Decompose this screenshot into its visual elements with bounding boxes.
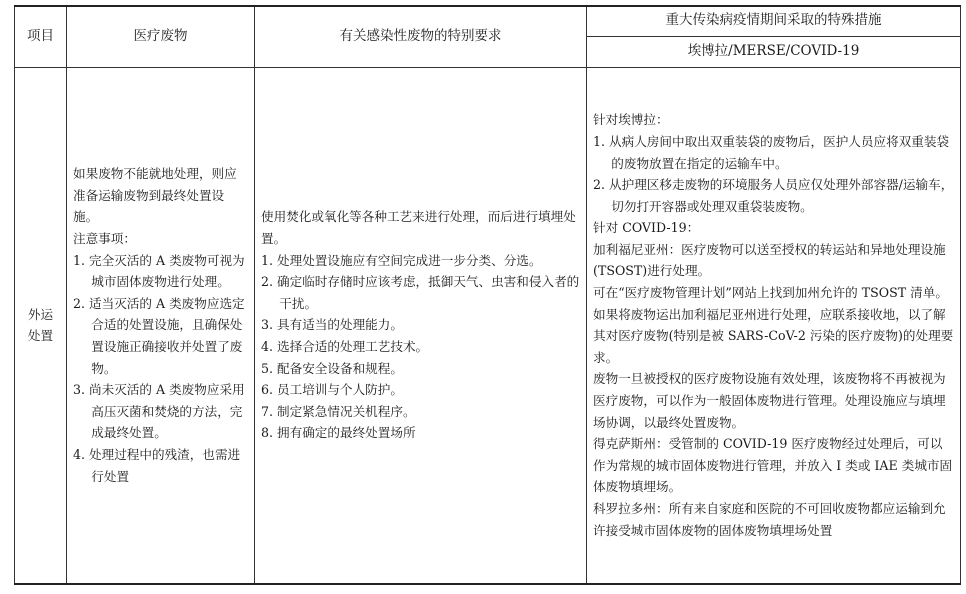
covid-paragraph: 加利福尼亚州：医疗废物可以送至授权的转运站和异地处理设施(TSOST)进行处理。 xyxy=(593,241,946,279)
list-item: 4. 处理过程中的残渣，也需进行处置 xyxy=(73,447,241,484)
list-item: 2. 确定临时存储时应该考虑，抵御天气、虫害和侵入者的干扰。 xyxy=(261,274,580,311)
item-cell xyxy=(15,67,67,584)
medical-waste-cell xyxy=(67,67,255,584)
covid-paragraph: 废物一旦被授权的医疗废物设施有效处理，该废物将不再被视为医疗废物，可以作为一般固体废物进行管理。处理设施应与填埋场协调，以最终处置废物。 xyxy=(593,371,946,430)
header-special-measures: 重大传染病疫情期间采取的特殊措施 xyxy=(587,6,961,36)
list-item: 1. 处理处置设施应有空间完成进一步分类、分选。 xyxy=(261,252,542,268)
list-item: 4. 选择合适的处理工艺技术。 xyxy=(261,339,429,355)
list-item: 3. 具有适当的处理能力。 xyxy=(261,317,403,333)
list-item: 1. 完全灭活的 A 类废物可视为城市固体废物进行处理。 xyxy=(73,252,245,290)
infectious-items-list xyxy=(261,250,580,444)
infectious-intro: 使用焚化或氧化等各种工艺来进行处理，而后进行填埋处置。 xyxy=(261,209,576,247)
header-item: 项目 xyxy=(15,6,67,67)
covid-paragraph: 得克萨斯州：受管制的 COVID-19 医疗废物经过处理后，可以作为常规的城市固体废物进行管理，并放入 I 类或 IAE 类城市固体废物填埋场。 xyxy=(593,436,953,495)
item-label-line2: 处置 xyxy=(27,328,54,344)
list-item: 6. 员工培训与个人防护。 xyxy=(261,382,403,398)
header-row xyxy=(15,6,961,36)
ebola-title: 针对埃博拉： xyxy=(593,112,669,128)
header-infectious-requirements: 有关感染性废物的特别要求 xyxy=(255,6,587,67)
infectious-requirements-cell xyxy=(255,67,587,584)
waste-intro: 如果废物不能就地处理，则应准备运输废物到最终处置设施。 xyxy=(73,166,237,225)
covid-paragraph: 可在“医疗废物管理计划”网站上找到加州允许的 TSOST 清单。 xyxy=(593,285,948,301)
list-item: 3. 尚未灭活的 A 类废物应采用高压灭菌和焚烧的方法，完成最终处置。 xyxy=(73,382,245,441)
waste-notes-list xyxy=(73,250,248,488)
list-item: 7. 制定紧急情况关机程序。 xyxy=(261,403,416,419)
waste-note-title: 注意事项： xyxy=(73,231,136,247)
table-row xyxy=(15,67,961,584)
covid-title: 针对 COVID-19： xyxy=(593,220,700,236)
special-measures-cell xyxy=(587,67,961,584)
list-item: 1. 从病人房间中取出双重装袋的废物后，医护人员应将双重装袋的废物放置在指定的运输车中。 xyxy=(593,133,950,171)
list-item: 5. 配备安全设备和规程。 xyxy=(261,360,403,376)
waste-disposal-table xyxy=(14,5,961,585)
header-medical-waste: 医疗废物 xyxy=(67,6,255,67)
covid-paragraph: 科罗拉多州：所有来自家庭和医院的不可回收废物都应运输到允许接受城市固体废物的固体废物填埋场处置 xyxy=(593,501,946,538)
list-item: 8. 拥有确定的最终处置场所 xyxy=(261,425,416,441)
header-special-subtitle: 埃博拉/MERSE/COVID-19 xyxy=(587,36,961,67)
list-item: 2. 适当灭活的 A 类废物应选定合适的处置设施，且确保处置设施正确接收并处置了废物。 xyxy=(73,295,245,376)
ebola-items-list xyxy=(593,131,954,217)
covid-paragraph: 如果将废物运出加利福尼亚州进行处理，应联系接收地，以了解其对医疗废物(特别是被 SARS-CoV-2 污染的医疗废物)的处理要求。 xyxy=(593,306,954,365)
item-label-line1: 外运 xyxy=(27,306,54,322)
list-item: 2. 从护理区移走废物的环境服务人员应仅处理外部容器/运输车，切勿打开容器或处理双重袋装废物。 xyxy=(593,177,954,214)
